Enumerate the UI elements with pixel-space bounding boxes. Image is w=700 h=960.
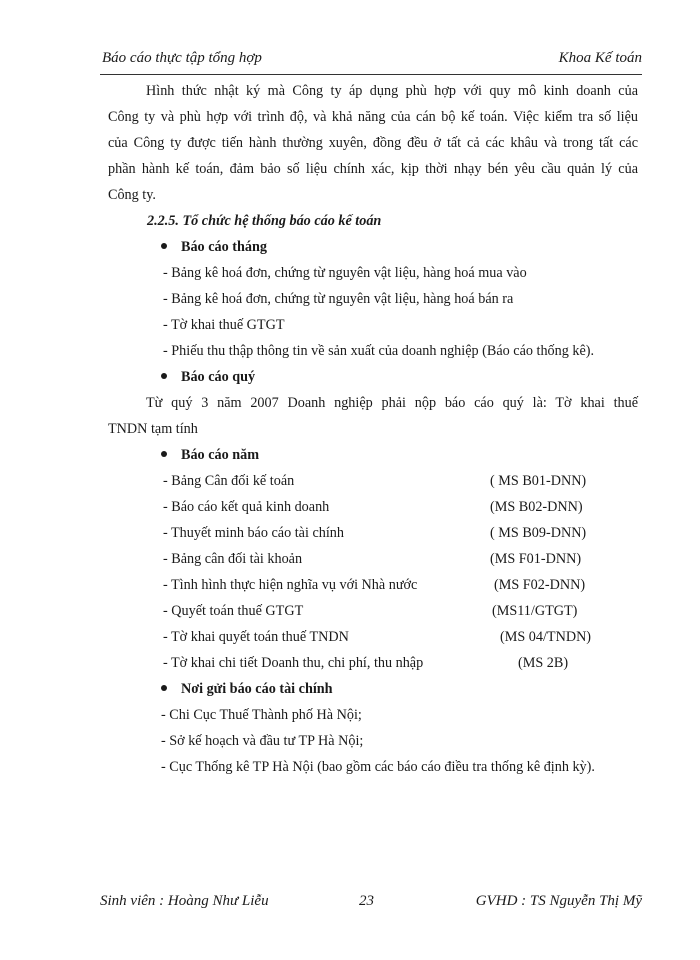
annual-item-code: (MS 2B) bbox=[518, 655, 569, 671]
bullet-monthly bbox=[161, 234, 267, 260]
annual-item-label: - Tình hình thực hiện nghĩa vụ với Nhà nước bbox=[163, 577, 418, 593]
annual-item-label: - Bảng Cân đối kế toán bbox=[163, 473, 295, 489]
annual-item-code: (MS 04/TNDN) bbox=[500, 629, 592, 645]
list-item: - Phiếu thu thập thông tin về sản xuất của doanh nghiệp (Báo cáo thống kê). bbox=[163, 343, 595, 359]
intro-line-5: Công ty. bbox=[108, 187, 156, 203]
annual-item-label: - Tờ khai quyết toán thuế TNDN bbox=[163, 629, 349, 645]
annual-title: Báo cáo năm bbox=[181, 447, 260, 463]
list-item: - Cục Thống kê TP Hà Nội (bao gồm các báo cáo điều tra thống kê định kỳ). bbox=[161, 759, 595, 775]
intro-line-2: Công ty và phù hợp với trình độ, và khả năng của cán bộ kế toán. Việc kiểm tra số liệu bbox=[108, 109, 638, 125]
monthly-title: Báo cáo tháng bbox=[181, 239, 267, 255]
bullet-dot-icon bbox=[161, 373, 167, 379]
annual-item-label: - Quyết toán thuế GTGT bbox=[163, 603, 304, 619]
annual-item-code: (MS F01-DNN) bbox=[490, 551, 582, 567]
bullet-dot-icon bbox=[161, 243, 167, 249]
bullet-dot-icon bbox=[161, 451, 167, 457]
intro-line-1: Hình thức nhật ký mà Công ty áp dụng phù hợp với quy mô kinh doanh của bbox=[146, 83, 638, 99]
annual-item-label: - Báo cáo kết quả kinh doanh bbox=[163, 499, 330, 515]
annual-item-code: (MS B02-DNN) bbox=[490, 499, 583, 515]
annual-item-code: (MS F02-DNN) bbox=[494, 577, 586, 593]
page-header bbox=[100, 46, 642, 75]
list-item: - Tờ khai thuế GTGT bbox=[163, 317, 285, 333]
bullet-dot-icon bbox=[161, 685, 167, 691]
quarterly-line-2: TNDN tạm tính bbox=[108, 421, 198, 437]
page-number: 23 bbox=[359, 893, 374, 909]
header-report-title: Báo cáo thực tập tổng hợp bbox=[102, 50, 262, 66]
list-item: - Chi Cục Thuế Thành phố Hà Nội; bbox=[161, 707, 362, 723]
quarterly-title: Báo cáo quý bbox=[181, 369, 256, 385]
footer-student: Sinh viên : Hoàng Như Liễu bbox=[100, 893, 269, 909]
annual-item-label: - Thuyết minh báo cáo tài chính bbox=[163, 525, 344, 541]
intro-line-3: của Công ty được tiến hành thường xuyên, đồng đều ở tất cả các khâu và trong tất các bbox=[108, 135, 638, 151]
intro-line-4: phần hành kế toán, đảm bảo số liệu chính xác, kịp thời nhạy bén yêu cầu quản lý của bbox=[108, 161, 638, 177]
annual-item-label: - Tờ khai chi tiết Doanh thu, chi phí, thu nhập bbox=[163, 655, 424, 671]
page-footer bbox=[100, 893, 642, 915]
bullet-recipients bbox=[161, 676, 333, 702]
annual-item-label: - Bảng cân đối tài khoản bbox=[163, 551, 303, 567]
bullet-annual bbox=[161, 442, 259, 468]
bullet-quarterly bbox=[161, 364, 255, 390]
footer-advisor: GVHD : TS Nguyễn Thị Mỹ bbox=[475, 893, 642, 909]
annual-item-code: ( MS B01-DNN) bbox=[490, 473, 587, 489]
annual-item-code: ( MS B09-DNN) bbox=[490, 525, 587, 541]
quarterly-line-1: Từ quý 3 năm 2007 Doanh nghiệp phải nộp báo cáo quý là: Tờ khai thuế bbox=[146, 395, 638, 411]
header-department: Khoa Kế toán bbox=[558, 50, 642, 66]
section-heading: 2.2.5. Tổ chức hệ thống báo cáo kế toán bbox=[147, 213, 382, 229]
annual-item-code: (MS11/GTGT) bbox=[492, 603, 578, 619]
recipients-title: Nơi gửi báo cáo tài chính bbox=[181, 681, 333, 697]
list-item: - Bảng kê hoá đơn, chứng từ nguyên vật liệu, hàng hoá mua vào bbox=[163, 265, 527, 281]
list-item: - Bảng kê hoá đơn, chứng từ nguyên vật liệu, hàng hoá bán ra bbox=[163, 291, 514, 307]
list-item: - Sở kế hoạch và đầu tư TP Hà Nội; bbox=[161, 733, 364, 749]
